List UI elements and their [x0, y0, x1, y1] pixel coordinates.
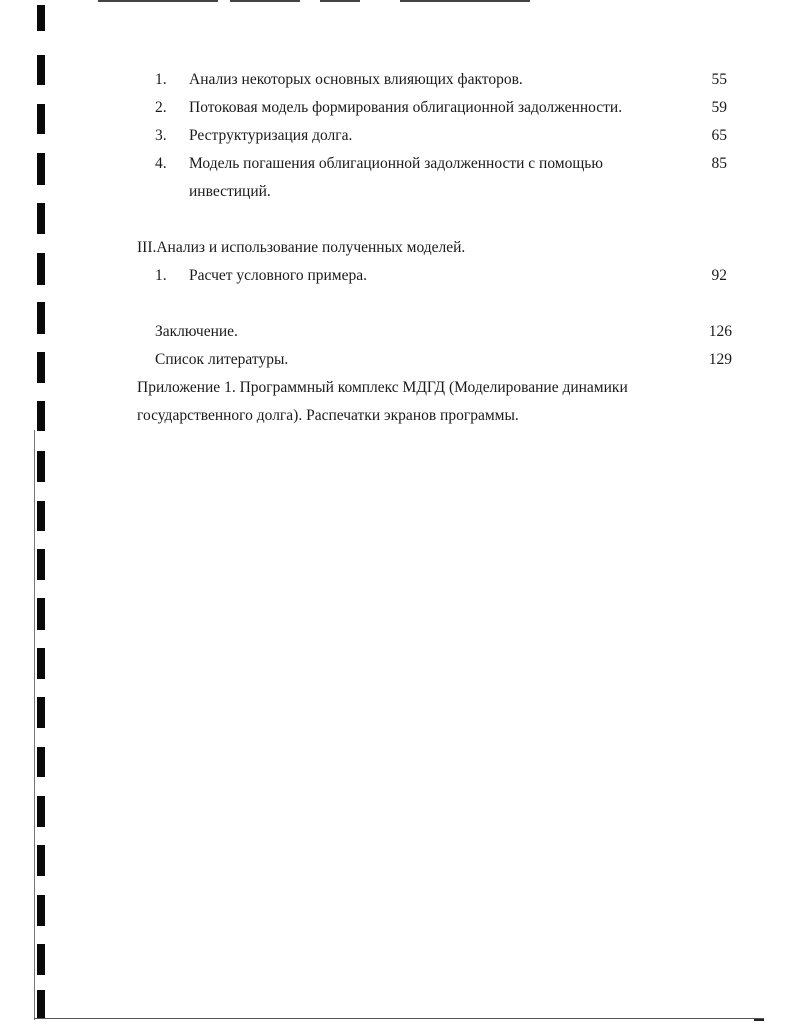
binding-hole	[37, 253, 45, 285]
binding-hole	[37, 990, 45, 1018]
scan-top-rule	[230, 0, 300, 2]
binding-hole	[37, 451, 45, 482]
toc-item-page: 85	[711, 155, 727, 172]
binding-hole	[37, 845, 45, 876]
toc-item-title: Расчет условного примера.	[189, 267, 368, 284]
scan-top-rule	[400, 0, 530, 2]
scan-corner-mark	[754, 1019, 764, 1021]
binding-hole	[37, 501, 45, 531]
toc-item-number: 3.	[155, 127, 167, 144]
toc-item-page: 65	[711, 127, 727, 144]
binding-hole	[37, 302, 45, 334]
binding-hole	[37, 352, 45, 383]
toc-item-title: Модель погашения облигационной задолженности с помощью	[189, 155, 603, 172]
binding-hole	[37, 5, 45, 31]
toc-item-number: 1.	[155, 267, 167, 284]
toc-item-title: Потоковая модель формирования облигационной задолженности.	[189, 99, 623, 116]
binding-hole	[37, 203, 45, 234]
toc-item-title-continuation: инвестиций.	[189, 183, 271, 200]
toc-appendix-line: государственного долга). Распечатки экранов программы.	[137, 407, 519, 424]
binding-hole	[37, 55, 45, 85]
toc-appendix-line: Приложение 1. Программный комплекс МДГД (Моделирование динамики	[137, 379, 628, 396]
toc-item-page: 92	[711, 267, 727, 284]
scan-bottom-line	[34, 1018, 764, 1019]
binding-hole	[37, 153, 45, 185]
scan-edge-line	[34, 430, 35, 1020]
toc-item-number: 4.	[155, 155, 167, 172]
toc-item-number: 2.	[155, 99, 167, 116]
scan-top-rule	[98, 0, 218, 2]
toc-conclusion-title: Заключение.	[155, 323, 238, 340]
binding-hole	[37, 104, 45, 134]
binding-hole	[37, 549, 45, 580]
toc-item-title: Реструктуризация долга.	[189, 127, 353, 144]
toc-references-page: 129	[708, 351, 732, 368]
binding-hole	[37, 598, 45, 630]
binding-hole	[37, 697, 45, 728]
binding-hole	[37, 747, 45, 777]
toc-section-heading: III.Анализ и использование полученных моделей.	[137, 239, 466, 256]
binding-hole	[37, 796, 45, 827]
binding-hole	[37, 895, 45, 926]
scan-top-rule	[320, 0, 360, 2]
binding-hole	[37, 401, 45, 431]
toc-conclusion-page: 126	[708, 323, 732, 340]
toc-item-page: 55	[711, 71, 727, 88]
toc-item-title: Анализ некоторых основных влияющих факторов.	[189, 71, 523, 88]
toc-item-page: 59	[711, 99, 727, 116]
binding-hole	[37, 944, 45, 975]
toc-references-title: Список литературы.	[155, 351, 289, 368]
binding-hole	[37, 648, 45, 679]
toc-item-number: 1.	[155, 71, 167, 88]
